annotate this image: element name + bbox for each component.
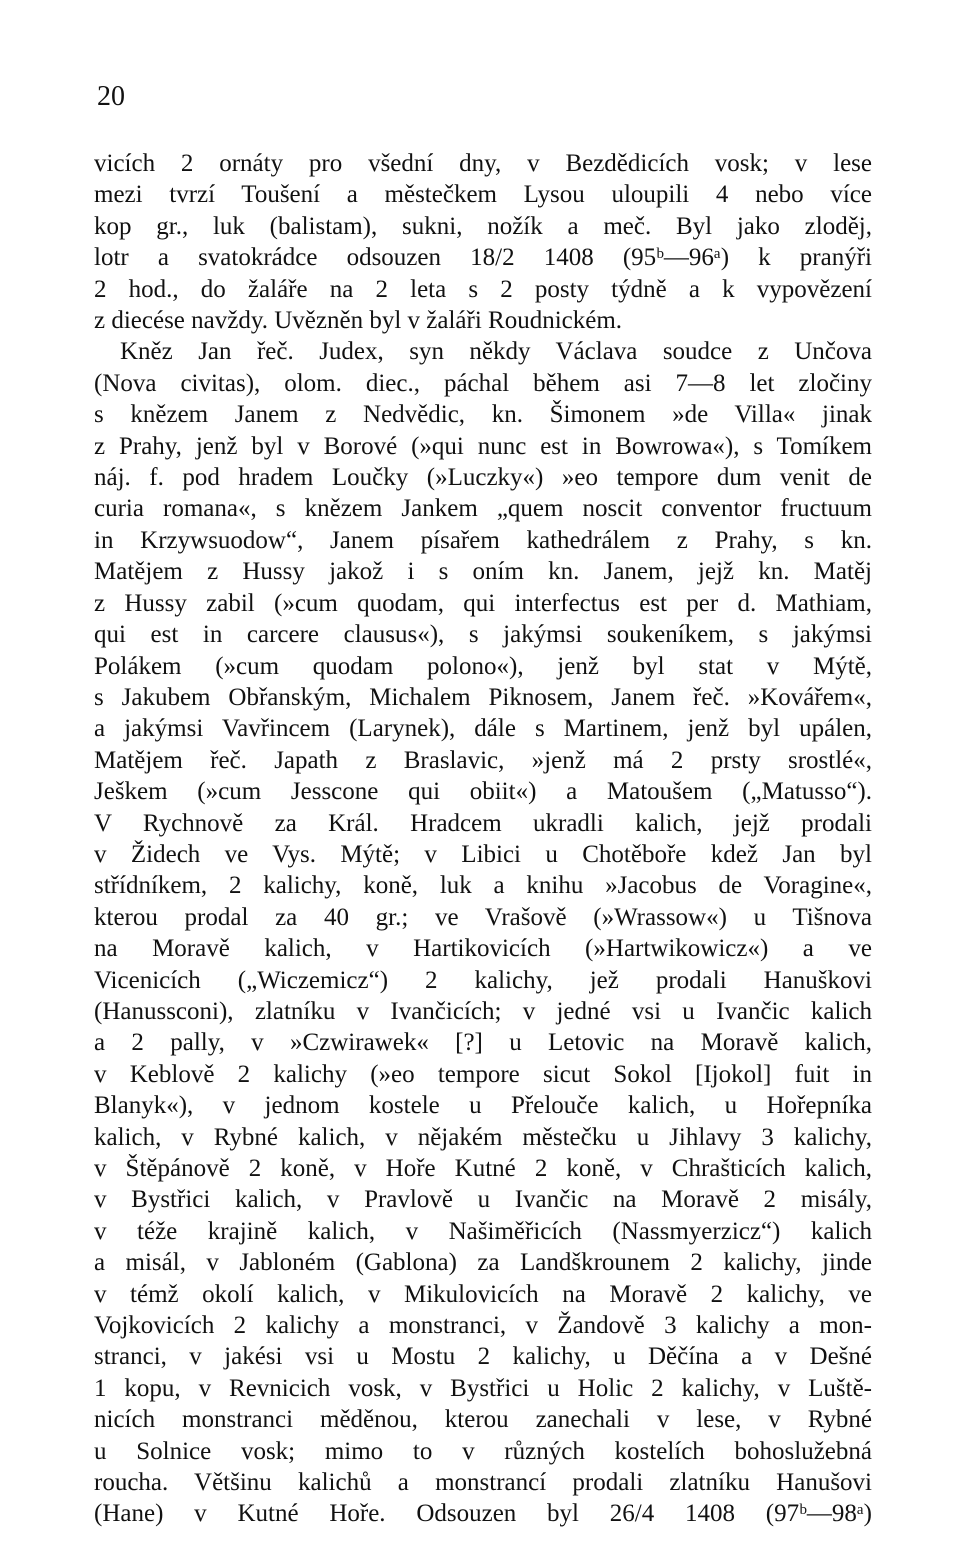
text-line: lotr a svatokrádce odsouzen 18/2 1408 (95ᵇ—96ᵃ) k pranýři: [94, 244, 872, 272]
text-line: s knězem Janem z Nedvědic, kn. Šimonem »de Villa« jinak: [94, 401, 872, 429]
text-line: v Bystřici kalich, v Pravlově u Ivančic na Moravě 2 misály,: [94, 1186, 872, 1214]
text-line: kop gr., luk (balistam), sukni, nožík a meč. Byl jako zloděj,: [94, 212, 872, 240]
text-line: (Hanussconi), zlatníku v Ivančicích; v jedné vsi u Ivančic kalich: [94, 997, 872, 1025]
body-text: [94, 148, 872, 1530]
text-line: 2 hod., do žaláře na 2 leta s 2 posty týdně a k vypovězení: [94, 275, 872, 303]
text-line: Kněz Jan řeč. Judex, syn někdy Václava soudce z Unčova: [120, 338, 872, 366]
text-line: v témž okolí kalich, v Mikulovicích na Moravě 2 kalichy, ve: [94, 1280, 872, 1308]
text-line: Ješkem (»cum Jesscone qui obiit«) a Matoušem („Matusso“).: [94, 778, 872, 806]
text-line: roucha. Většinu kalichů a monstrancí prodali zlatníku Hanušovi: [94, 1469, 872, 1497]
text-line: nicích monstranci měděnou, kterou zanechali v lese, v Rybné: [94, 1406, 872, 1434]
text-line: náj. f. pod hradem Loučky (»Luczky«) »eo tempore dum venit de: [94, 464, 872, 492]
text-line: Matějem z Hussy jakož i s oním kn. Janem, jejž kn. Matěj: [94, 558, 872, 586]
paragraph-2: [94, 336, 872, 1529]
text-line: vicích 2 ornáty pro všední dny, v Bezdědicích vosk; v lese: [94, 150, 872, 177]
paragraph-1: [94, 148, 872, 336]
text-line: u Solnice vosk; mimo to v různých kostelích bohoslužebná: [94, 1437, 872, 1465]
text-line: v Štěpánově 2 koně, v Hoře Kutné 2 koně, v Chrašticích kalich,: [94, 1155, 872, 1182]
text-line: kalich, v Rybné kalich, v nějakém městečku u Jihlavy 3 kalichy,: [94, 1123, 872, 1151]
text-line: kterou prodal za 40 gr.; ve Vrašově (»Wrassow«) u Tišnova: [94, 903, 872, 931]
text-line: v téže krajině kalich, v Našiměřicích (Nassmyerzicz“) kalich: [94, 1217, 872, 1245]
text-line: Blanyk«), v jednom kostele u Přelouče kalich, u Hořepníka: [94, 1092, 872, 1120]
text-line: na Moravě kalich, v Hartikovicích (»Hartwikowicz«) a ve: [94, 935, 872, 963]
text-line: Matějem řeč. Japath z Braslavic, »jenž má 2 prsty srostlé«,: [94, 746, 872, 774]
text-line: a 2 pally, v »Czwirawek« [?] u Letovic na Moravě kalich,: [94, 1029, 872, 1057]
text-line: stranci, v jakési vsi u Mostu 2 kalichy, u Děčína a v Dešné: [94, 1343, 872, 1371]
text-line: v Židech ve Vys. Mýtě; v Libici u Chotěboře kdež Jan byl: [94, 840, 872, 868]
text-line: (Nova civitas), olom. diec., páchal během asi 7—8 let zločiny: [94, 369, 872, 397]
text-line: střídníkem, 2 kalichy, koně, luk a knihu »Jacobus de Voragine«,: [94, 872, 872, 900]
text-line: (Hane) v Kutné Hoře. Odsouzen byl 26/4 1408 (97ᵇ—98ᵃ): [94, 1500, 872, 1528]
text-line: mezi tvrzí Toušení a městečkem Lysou uloupili 4 nebo více: [94, 181, 872, 209]
text-line: qui est in carcere clausus«), s jakýmsi soukeníkem, s jakýmsi: [94, 621, 872, 649]
text-line: a misál, v Jabloném (Gablona) za Landškrounem 2 kalichy, jinde: [94, 1249, 872, 1277]
text-line: z Hussy zabil (»cum quodam, qui interfectus est per d. Mathiam,: [94, 589, 872, 617]
text-line: s Jakubem Obřanským, Michalem Piknosem, Janem řeč. »Kovářem«,: [94, 683, 872, 711]
text-line: V Rychnově za Král. Hradcem ukradli kalich, jejž prodali: [94, 809, 872, 837]
text-line: Vicenicích („Wiczemicz“) 2 kalichy, jež prodali Hanuškovi: [94, 966, 872, 994]
text-line: Vojkovicích 2 kalichy a monstranci, v Žandově 3 kalichy a mon-: [94, 1312, 872, 1340]
text-line: in Krzywsuodow“, Janem písařem kathedrálem z Prahy, s kn.: [94, 526, 872, 554]
text-line: z diecése navždy. Uvězněn byl v žaláři Roudnickém.: [94, 307, 623, 335]
text-line: v Keblově 2 kalichy (»eo tempore sicut Sokol [Ijokol] fuit in: [94, 1060, 872, 1088]
page-number: 20: [97, 81, 125, 112]
text-line: z Prahy, jenž byl v Borové (»qui nunc est in Bowrowa«), s Tomíkem: [94, 432, 872, 460]
text-line: curia romana«, s knězem Jankem „quem noscit conventor fructuum: [94, 495, 872, 523]
text-line: Polákem (»cum quodam polono«), jenž byl stat v Mýtě,: [94, 652, 872, 680]
text-line: a jakýmsi Vavřincem (Larynek), dále s Martinem, jenž byl upálen,: [94, 715, 872, 743]
text-line: 1 kopu, v Revnicich vosk, v Bystřici u Holic 2 kalichy, v Luště-: [94, 1374, 872, 1402]
